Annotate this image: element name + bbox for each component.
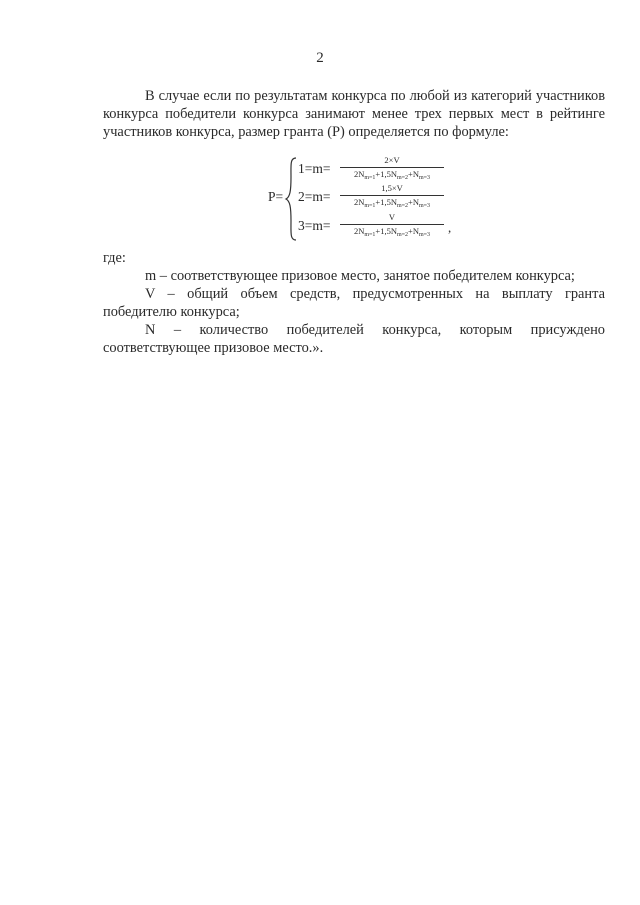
fraction-bar [340,167,444,168]
fraction [340,183,444,212]
fraction-numerator: V [388,212,396,222]
grant-formula [268,155,458,245]
formula-lhs: P= [268,189,284,204]
definition-item: m – соответствующее призовое место, занятое победителем конкурса; [145,268,575,284]
definitions [103,249,605,357]
case-condition: 1=m= [298,161,331,176]
fraction [340,212,444,241]
case-condition: 3=m= [298,218,331,233]
intro-paragraph: В случае если по результатам конкурса по любой из категорий участников конкурса победители конкурса занимают менее трех первых мест в рейтинге участников конкурса, размер гранта (Р) определяется по формуле: [103,88,605,140]
case-condition: 2=m= [298,189,331,204]
fraction-bar [340,195,444,196]
fraction-numerator: 2×V [384,155,400,165]
page-number: 2 [316,50,324,66]
case-trailing-punct: , [448,220,452,235]
fraction-denominator: $2N_{m=1}+1,5N_{m=2}+N_{m=3}$ [353,226,431,238]
formula-case-2 [298,183,458,211]
definition-item: N – количество победителей конкурса, которым присуждено соответствующее призовое место.». [103,322,605,356]
where-label: где: [103,250,126,266]
fraction-denominator: $2N_{m=1}+1,5N_{m=2}+N_{m=3}$ [353,169,431,181]
left-brace-icon [284,157,298,241]
fraction-bar [340,224,444,225]
formula-case-1 [298,155,458,183]
definition-item: V – общий объем средств, предусмотренных на выплату гранта победителю конкурса; [103,286,605,320]
fraction-denominator: $2N_{m=1}+1,5N_{m=2}+N_{m=3}$ [353,197,431,209]
fraction [340,155,444,184]
fraction-numerator: 1,5×V [381,183,403,193]
formula-case-3 [298,212,458,240]
